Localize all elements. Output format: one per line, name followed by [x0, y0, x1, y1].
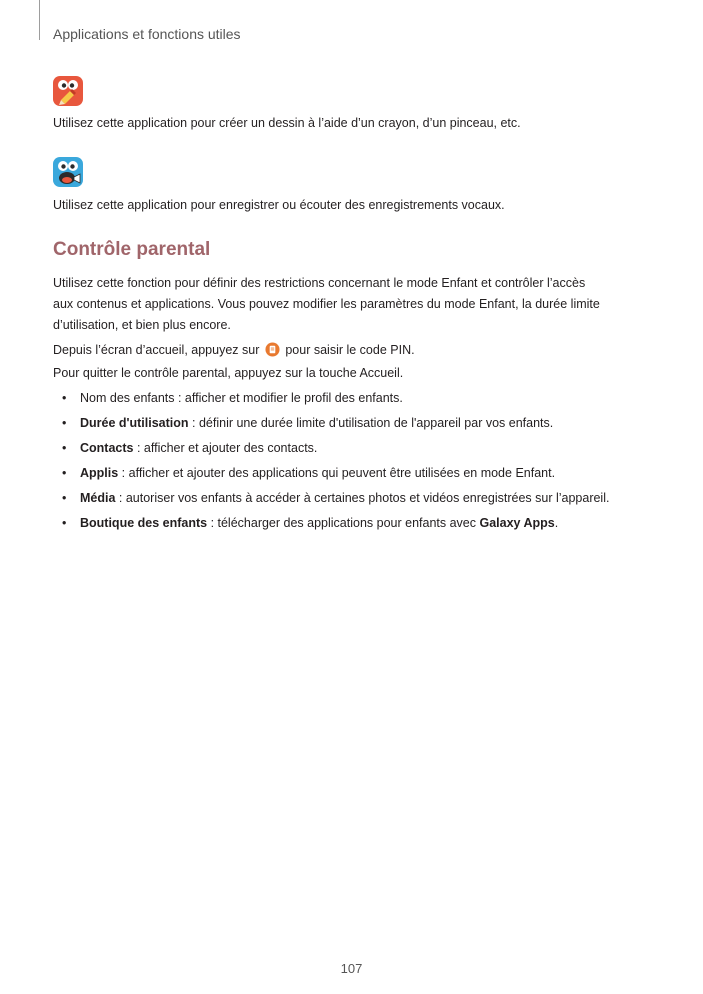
pin-instruction-before: Depuis l’écran d’accueil, appuyez sur: [53, 343, 260, 357]
list-item-term: Durée d'utilisation: [80, 416, 189, 430]
list-item-term: Applis: [80, 466, 119, 480]
list-item-tail: .: [554, 516, 559, 530]
list-item-term: Média: [80, 491, 116, 505]
bullet-marker: •: [62, 516, 67, 530]
feature-list: [53, 391, 609, 541]
list-item-text: : définir une durée limite d'utilisation de l'appareil par vos enfants.: [188, 416, 554, 430]
drawing-app-description: Utilisez cette application pour créer un dessin à l’aide d’un crayon, d’un pinceau, etc.: [53, 116, 521, 130]
list-item-term-secondary: Galaxy Apps: [479, 516, 555, 530]
list-item: [53, 441, 609, 466]
header-rule: [39, 0, 40, 40]
list-item-text: : télécharger des applications pour enfants avec: [207, 516, 480, 530]
list-item: [53, 466, 609, 491]
list-item-text: Nom des enfants : afficher et modifier le profil des enfants.: [80, 391, 403, 405]
pin-instruction: [53, 342, 415, 357]
page-header-title: Applications et fonctions utiles: [53, 26, 241, 42]
list-item-text: : afficher et ajouter des contacts.: [133, 441, 318, 455]
quit-instruction: Pour quitter le contrôle parental, appuyez sur la touche Accueil.: [53, 366, 404, 380]
list-item-text: : autoriser vos enfants à accéder à certaines photos et vidéos enregistrées sur l’appareil.: [115, 491, 610, 505]
page-number: 107: [340, 961, 363, 976]
list-item: [53, 491, 609, 516]
list-item: [53, 391, 609, 416]
section-title: Contrôle parental: [53, 239, 211, 260]
intro-line-1: Utilisez cette fonction pour définir des restrictions concernant le mode Enfant et contrôler l’accès: [53, 276, 586, 290]
list-item-term: Contacts: [80, 441, 134, 455]
voice-recorder-app-description: Utilisez cette application pour enregistrer ou écouter des enregistrements vocaux.: [53, 198, 505, 212]
pin-instruction-after: pour saisir le code PIN.: [285, 343, 415, 357]
bullet-marker: •: [62, 466, 67, 480]
intro-line-3: d’utilisation, et bien plus encore.: [53, 318, 231, 332]
drawing-app-icon: [53, 76, 83, 106]
intro-line-2: aux contenus et applications. Vous pouvez modifier les paramètres du mode Enfant, la durée limite: [53, 297, 600, 311]
bullet-marker: •: [62, 441, 67, 455]
bullet-marker: •: [62, 391, 67, 405]
list-item-text: : afficher et ajouter des applications qui peuvent être utilisées en mode Enfant.: [118, 466, 556, 480]
list-item-term: Boutique des enfants: [80, 516, 208, 530]
list-item: [53, 516, 609, 541]
parental-control-icon: [265, 342, 280, 357]
voice-recorder-app-icon: [53, 157, 83, 187]
bullet-marker: •: [62, 416, 67, 430]
list-item: [53, 416, 609, 441]
bullet-marker: •: [62, 491, 67, 505]
